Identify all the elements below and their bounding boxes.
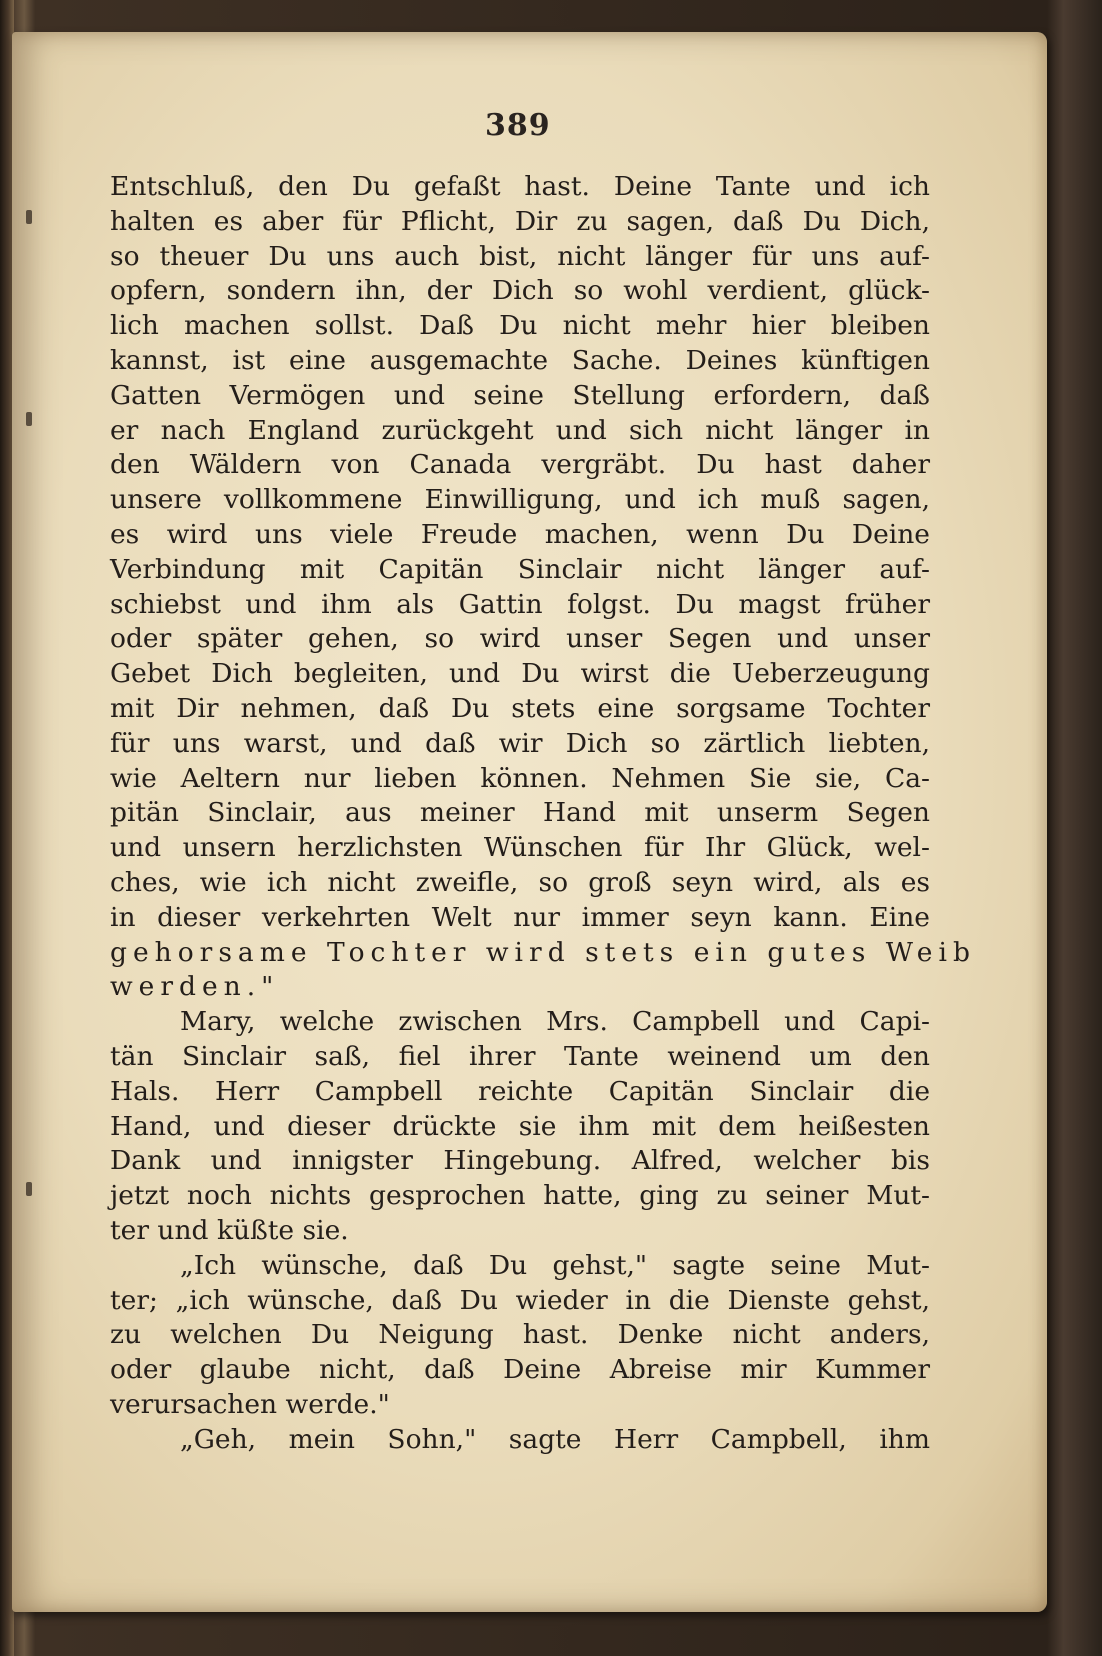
text-line: opfern, sondern ihn, der Dich so wohl verdient, glück- [110,275,930,307]
text-line: mit Dir nehmen, daß Du stets eine sorgsame Tochter [110,692,930,724]
text-line: „Geh, mein Sohn," sagte Herr Campbell, ihm [180,1423,930,1455]
text-line: oder später gehen, so wird unser Segen und unser [110,623,930,655]
text-line: wie Aeltern nur lieben können. Nehmen Sie sie, Ca- [110,762,930,794]
text-line: in dieser verkehrten Welt nur immer seyn kann. Eine [110,901,930,933]
binding-mark [26,210,32,224]
binding-mark [26,412,32,426]
text-line: und unsern herzlichsten Wünschen für Ihr Glück, wel- [110,832,930,864]
text-line: unsere vollkommene Einwilligung, und ich muß sagen, [110,484,930,516]
text-line: für uns warst, und daß wir Dich so zärtlich liebten, [110,727,930,759]
text-line: halten es aber für Pflicht, Dir zu sagen, daß Du Dich, [110,205,930,237]
body-text [110,170,976,1457]
text-line: ter und küßte sie. [110,1214,349,1246]
text-line: pitän Sinclair, aus meiner Hand mit unserm Segen [110,797,930,829]
page-number: 389 [485,108,551,143]
text-line: verursachen werde." [110,1388,390,1420]
text-line: tän Sinclair saß, fiel ihrer Tante weinend um den [110,1040,930,1072]
text-line: lich machen sollst. Daß Du nicht mehr hier bleiben [110,310,930,342]
text-line: Mary, welche zwischen Mrs. Campbell und Capi- [180,1006,930,1038]
text-line: so theuer Du uns auch bist, nicht länger für uns auf- [110,240,930,272]
text-line: zu welchen Du Neigung hast. Denke nicht anders, [110,1319,930,1351]
text-line: werden." [110,971,280,1003]
text-line: Verbindung mit Capitän Sinclair nicht länger auf- [110,553,930,585]
text-line: „Ich wünsche, daß Du gehst," sagte seine Mut- [180,1249,930,1281]
text-line: schiebst und ihm als Gattin folgst. Du magst früher [110,588,930,620]
text-line: Gebet Dich begleiten, und Du wirst die Ueberzeugung [110,658,930,690]
text-line: Hand, und dieser drückte sie ihm mit dem heißesten [110,1110,930,1142]
text-line: kannst, ist eine ausgemachte Sache. Deines künftigen [110,344,930,376]
binding-mark [26,1182,32,1196]
text-line: jetzt noch nichts gesprochen hatte, ging zu seiner Mut- [110,1180,930,1212]
text-line: gehorsame Tochter wird stets ein gutes Weib [110,936,976,968]
cover-edge-right [1047,0,1102,1656]
text-line: Gatten Vermögen und seine Stellung erfordern, daß [110,379,930,411]
text-line: Hals. Herr Campbell reichte Capitän Sinclair die [110,1075,930,1107]
text-line: ter; „ich wünsche, daß Du wieder in die Dienste gehst, [110,1284,930,1316]
text-line: er nach England zurückgeht und sich nicht länger in [110,414,930,446]
text-line: den Wäldern von Canada vergräbt. Du hast daher [110,449,930,481]
text-line: ches, wie ich nicht zweifle, so groß seyn wird, als es [110,866,930,898]
text-line: Entschluß, den Du gefaßt hast. Deine Tante und ich [110,171,930,202]
text-line: Dank und innigster Hingebung. Alfred, welcher bis [110,1145,930,1177]
text-line: es wird uns viele Freude machen, wenn Du Deine [110,518,930,550]
text-line: oder glaube nicht, daß Deine Abreise mir Kummer [110,1354,930,1386]
